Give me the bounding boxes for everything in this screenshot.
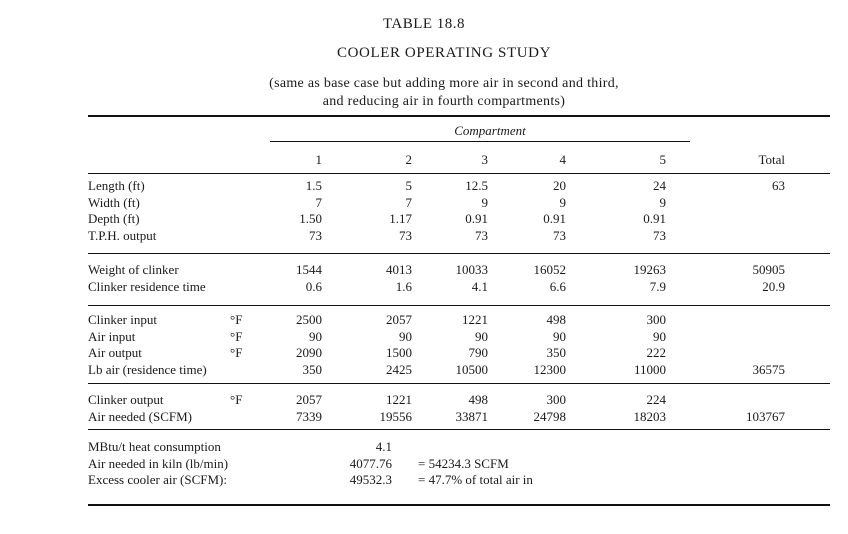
table-cell: 4013 — [386, 262, 412, 277]
table-title: COOLER OPERATING STUDY — [336, 45, 552, 61]
table-cell: 103767 — [746, 408, 785, 424]
row-unit: °F — [230, 328, 243, 344]
row-unit: °F — [230, 345, 243, 360]
summary-value: 49532.3 — [349, 472, 392, 487]
table-cell: 24 — [653, 178, 666, 193]
table-cell: 73 — [399, 227, 412, 243]
row-label: Clinker output — [88, 392, 164, 407]
table-cell: 33871 — [455, 408, 488, 424]
row-unit: °F — [230, 312, 243, 327]
table-cell: 350 — [302, 361, 322, 377]
section-rule-1 — [88, 253, 830, 254]
table-cell: 0.91 — [543, 211, 566, 226]
section-rule-3 — [88, 383, 830, 384]
table-cell: 1221 — [462, 312, 488, 327]
table-cell: 1.6 — [395, 278, 412, 294]
table-cell: 300 — [546, 392, 566, 407]
table-cell: 1.5 — [305, 178, 322, 193]
table-cell: 1544 — [296, 262, 322, 277]
top-rule — [88, 115, 830, 117]
table-cell: 36575 — [752, 361, 785, 377]
table-cell: 1.17 — [389, 211, 412, 226]
summary-note: = 54234.3 SCFM — [418, 455, 509, 471]
table-cell: 224 — [646, 392, 666, 407]
table-cell: 350 — [546, 345, 566, 360]
column-header-5: 5 — [659, 152, 666, 167]
summary-label: Air needed in kiln (lb/min) — [88, 455, 229, 471]
table-cell: 12300 — [533, 361, 566, 377]
row-label: Weight of clinker — [88, 262, 179, 277]
table-cell: 498 — [468, 392, 488, 407]
column-header-3: 3 — [481, 152, 488, 167]
table-cell: 222 — [646, 345, 666, 360]
column-header-1: 1 — [315, 152, 322, 167]
table-cell: 73 — [475, 227, 488, 243]
table-cell: 7339 — [296, 408, 322, 424]
table-cell: 63 — [772, 178, 785, 193]
table-cell: 7.9 — [649, 278, 666, 294]
table-cell: 73 — [309, 227, 322, 243]
table-cell: 50905 — [752, 262, 785, 277]
table-cell: 19263 — [633, 262, 666, 277]
column-header-2: 2 — [405, 152, 412, 167]
row-unit: °F — [230, 392, 243, 407]
table-note-line1: (same as base case but adding more air in second and third, — [269, 76, 619, 91]
table-cell: 2057 — [386, 312, 412, 327]
table-cell: 19556 — [379, 408, 412, 424]
table-cell: 10033 — [455, 262, 488, 277]
summary-value: 4077.76 — [349, 455, 392, 471]
table-cell: 24798 — [533, 408, 566, 424]
bottom-rule — [88, 504, 830, 506]
table-cell: 2500 — [296, 312, 322, 327]
table-cell: 9 — [481, 194, 488, 210]
header-rule — [88, 173, 830, 174]
section-rule-4 — [88, 429, 830, 430]
row-label: Air input — [88, 328, 136, 344]
table-cell: 1.50 — [299, 211, 322, 226]
table-cell: 0.6 — [305, 278, 322, 294]
table-cell: 6.6 — [549, 278, 566, 294]
row-label: Depth (ft) — [88, 211, 140, 226]
table-cell: 90 — [309, 328, 322, 344]
row-label: Air output — [88, 345, 142, 360]
row-label: T.P.H. output — [88, 227, 157, 243]
table-cell: 73 — [553, 227, 566, 243]
table-cell: 11000 — [633, 361, 666, 377]
table-cell: 9 — [559, 194, 566, 210]
compartment-group-label: Compartment — [454, 123, 526, 138]
compartment-underline — [270, 141, 690, 142]
table-cell: 12.5 — [465, 178, 488, 193]
summary-value: 4.1 — [375, 439, 392, 454]
table-number: TABLE 18.8 — [382, 16, 466, 32]
table-cell: 5 — [405, 178, 412, 193]
table-cell: 90 — [553, 328, 566, 344]
table-cell: 7 — [405, 194, 412, 210]
table-cell: 790 — [468, 345, 488, 360]
table-cell: 2057 — [296, 392, 322, 407]
column-header-total: Total — [758, 152, 785, 167]
table-cell: 9 — [659, 194, 666, 210]
table-cell: 20.9 — [762, 278, 785, 294]
table-cell: 73 — [653, 227, 666, 243]
row-label: Width (ft) — [88, 194, 140, 210]
table-cell: 2425 — [386, 361, 412, 377]
table-cell: 300 — [646, 312, 666, 327]
row-label: Lb air (residence time) — [88, 361, 207, 377]
summary-label: Excess cooler air (SCFM): — [88, 472, 228, 487]
table-cell: 1221 — [386, 392, 412, 407]
table-cell: 18203 — [633, 408, 666, 424]
table-cell: 90 — [653, 328, 666, 344]
table-cell: 498 — [546, 312, 566, 327]
row-label: Air needed (SCFM) — [88, 408, 192, 424]
summary-label: MBtu/t heat consumption — [88, 439, 221, 454]
row-label: Clinker residence time — [88, 278, 206, 294]
section-rule-2 — [88, 305, 830, 306]
table-cell: 20 — [553, 178, 566, 193]
row-label: Clinker input — [88, 312, 157, 327]
summary-note: = 47.7% of total air in — [418, 472, 533, 487]
table-cell: 90 — [475, 328, 488, 344]
table-cell: 0.91 — [465, 211, 488, 226]
table-cell: 2090 — [296, 345, 322, 360]
table-cell: 7 — [315, 194, 322, 210]
table-note-line2: and reducing air in fourth compartments) — [322, 94, 566, 109]
table-cell: 0.91 — [643, 211, 666, 226]
column-header-4: 4 — [559, 152, 566, 167]
table-cell: 90 — [399, 328, 412, 344]
table-cell: 10500 — [455, 361, 488, 377]
table-cell: 4.1 — [471, 278, 488, 294]
row-label: Length (ft) — [88, 178, 145, 193]
table-cell: 1500 — [386, 345, 412, 360]
table-cell: 16052 — [533, 262, 566, 277]
